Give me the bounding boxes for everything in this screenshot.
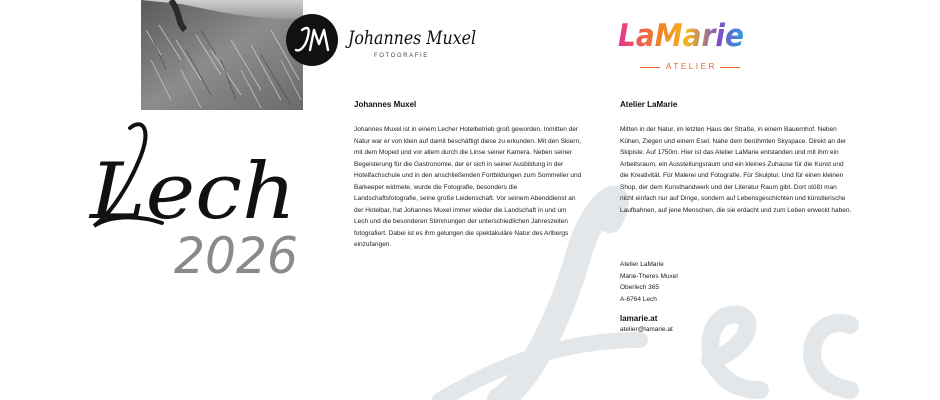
lech-word: Lech bbox=[87, 147, 297, 237]
email-link[interactable]: atelier@lamarie.at bbox=[620, 326, 673, 333]
johannes-section bbox=[354, 100, 582, 251]
website-link[interactable]: lamarie.at bbox=[620, 314, 658, 323]
lech-year: 2026 bbox=[174, 227, 298, 285]
lamarie-heading: Atelier LaMarie bbox=[620, 100, 678, 109]
johannes-body: Johannes Muxel ist in einem Lecher Hotelbetrieb groß geworden. Inmitten der Natur war er von klein auf damit beschäftigt diese zu erkunden. Mit den Skiern, mit dem Moped und vor allem durch die Linse seiner Kamera. Neben seiner Begeisterung für die Gastronomie, der er sich in seiner Ausbildung in der Hotelfachschule und in den anschließenden Fortbildungen zum Sommelier und Barkeeper widmete, wurde die Fotografie, besonders die Landschaftsfotografie, seine große Leidenschaft. Vor seinem Abenddienst an der Hotelbar, hat Johannes Muxel immer wieder die Landschaft in und um Lech und die besonderen Stimmungen der unterschiedlichen Jahreszeiten fotografiert. Dabei ist es ihm gelungen die spektakuläre Natur des Arlbergs einzufangen. bbox=[354, 126, 582, 248]
jm-fotografie-label: FOTOGRAFIE bbox=[374, 53, 429, 59]
landscape-photo bbox=[141, 0, 303, 110]
address-line: Atelier LaMarie bbox=[620, 261, 664, 268]
contact-address bbox=[620, 259, 678, 305]
jm-signature-logo bbox=[346, 14, 478, 56]
lamarie-logo-text: LaMarie bbox=[618, 18, 744, 54]
lamarie-body: Mitten in der Natur, im letzten Haus der Straße, in einem Bauernhof. Neben Kühen, Ziegen und einem Esel. Nahe dem berühmten Skyspace. Direkt an der Skipiste. Auf 1750m. Hier ist das Atelier LaMarie entstanden und mit ihm ein Arbeitsraum, ein Ausstellungsraum und ein kleines Zuhause für die Kunst und die Kreativität. Für Malerei und Fotografie. Für Skulptur. Und für einen kleinen Shop, der dem Kunsthandwerk und der Literatur Raum gibt. Dort stößt man nicht einfach nur auf Dinge, sondern auf Lebensgeschichten und künstlerische Laufbahnen, auf jene Menschen, die sie erdacht und zum Leben erweckt haben. bbox=[620, 126, 852, 214]
lech-2026-logo bbox=[82, 118, 304, 288]
address-line: Marie-Theres Muxel bbox=[620, 272, 678, 280]
jm-signature-text: Johannes Muxel bbox=[344, 27, 476, 49]
lamarie-section bbox=[620, 100, 852, 216]
address-line: A-6764 Lech bbox=[620, 295, 657, 303]
lamarie-atelier-label bbox=[640, 60, 740, 74]
address-line: Oberlech 365 bbox=[620, 284, 660, 291]
atelier-word: ATELIER bbox=[666, 62, 717, 71]
jm-monogram-logo bbox=[286, 14, 338, 66]
lamarie-logo bbox=[616, 10, 748, 56]
johannes-heading: Johannes Muxel bbox=[354, 100, 417, 109]
jm-monogram-text: JM bbox=[311, 44, 313, 45]
